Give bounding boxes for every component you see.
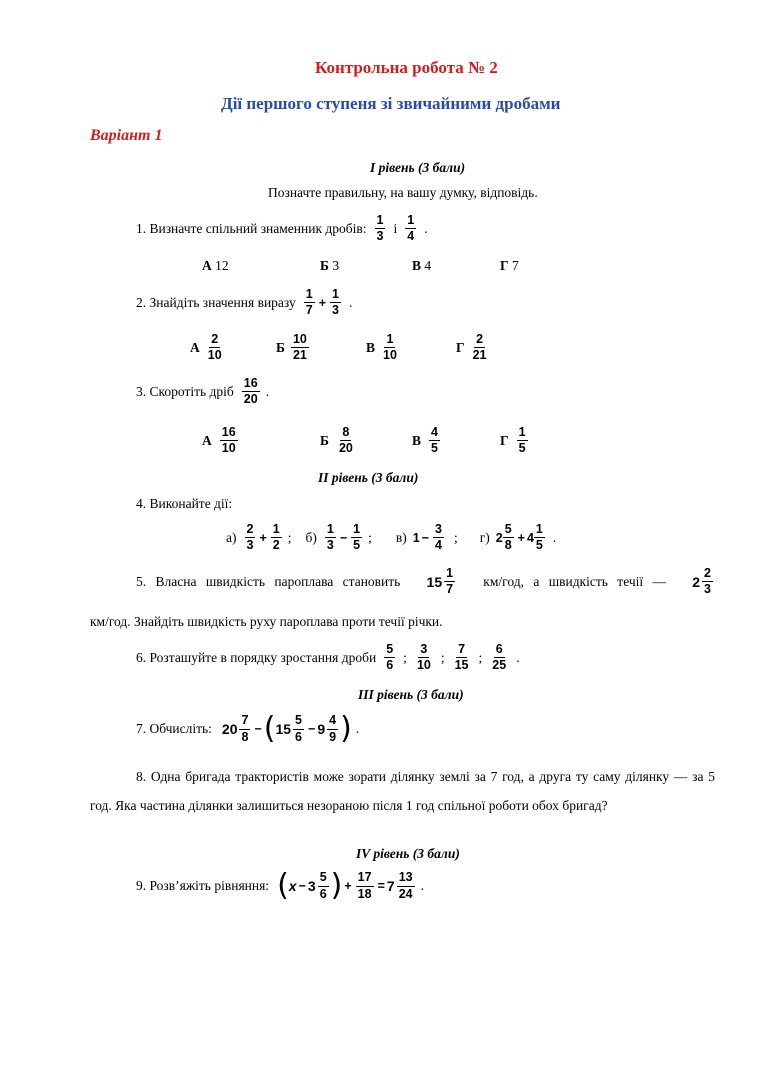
q2-fraction-1: $\frac{1}{7}$: [305, 287, 313, 318]
q2-plus: +: [318, 295, 326, 310]
level4-heading: ІV рівень (3 бали): [356, 846, 460, 861]
question-9: 9. Розв’яжіть рівняння: ( x − 3 $\frac{5}{6}$ ) + $\frac{17}{18}$ = 7 $\frac{13}{24}$ .: [136, 868, 424, 903]
q4-expressions: а) $\frac{2}{3}$ + $\frac{1}{2}$ ; б) $\frac{1}{3}$ − $\frac{1}{5}$ ; в) 1 − $\frac{3}{4}$ ; г) 2 $\frac{5}{8}$ + 4 $\frac{1}{5}$ .: [226, 522, 557, 553]
q3-text: 3. Скоротіть дріб: [136, 383, 234, 399]
q5-part2: км/год, а швидкість течії —: [483, 573, 667, 589]
test-title: Контрольна робота № 2: [315, 58, 498, 77]
q5-mixed-2: 2 $\frac{2}{3}$: [692, 566, 711, 597]
q4-label-b: б): [305, 529, 317, 545]
q5-part1: 5. Власна швидкість пароплава становить: [136, 573, 401, 589]
q2-option-c: В $\frac{1}{10}$: [366, 332, 397, 363]
q2-option-d: Г $\frac{2}{21}$: [456, 332, 487, 363]
q5-line2: км/год. Знайдіть швидкість руху пароплава проти течії річки.: [90, 614, 443, 629]
q2-option-a: А $\frac{2}{10}$: [190, 332, 222, 363]
q1-option-d: Г 7: [500, 258, 519, 273]
q1-option-c: В 4: [412, 258, 432, 273]
q1-fraction-1: $\frac{1}{3}$: [376, 213, 384, 244]
question-3: [136, 377, 269, 406]
q3-option-c: В $\frac{4}{5}$: [412, 425, 438, 456]
question-5: [136, 567, 715, 596]
q7-text: 7. Обчисліть:: [136, 721, 212, 736]
q5-mixed-1: 15 $\frac{1}{7}$: [426, 566, 454, 597]
q3-option-b: Б $\frac{8}{20}$: [320, 425, 353, 456]
q1-fraction-2: $\frac{1}{4}$: [407, 213, 415, 244]
q8-text: 8. Одна бригада трактористів може зорати ділянку землі за 7 год, а друга ту саму ділянку — за 5 год. Яка частина ділянки залишиться незораною після 1 год спільної роботи обох бригад?: [90, 769, 715, 813]
q4-text: 4. Виконайте дії:: [136, 496, 233, 511]
level2-heading: ІІ рівень (3 бали): [318, 470, 419, 485]
test-subtitle: Дії першого ступеня зі звичайними дробами: [221, 94, 561, 113]
q2-text: 2. Знайдіть значення виразу: [136, 294, 296, 310]
variant-label: Варіант 1: [90, 127, 163, 144]
question-2: [136, 288, 352, 317]
question-7: 7. Обчисліть: 20 $\frac{7}{8}$ − ( 15 $\frac{5}{6}$ − 9 $\frac{4}{9}$ ) .: [136, 711, 360, 746]
question-6: 6. Розташуйте в порядку зростання дроби $\frac{5}{6}$ ; $\frac{3}{10}$ ; $\frac{7}{15}$ ; $\frac{6}{25}$ .: [136, 642, 520, 673]
q4-label-c: в): [395, 529, 407, 545]
q1-option-b: Б 3: [320, 258, 340, 273]
q1-text: 1. Визначте спільний знаменник дробів:: [136, 220, 367, 236]
level1-instruction: Позначте правильну, на вашу думку, відповідь.: [268, 185, 538, 200]
q4-label-a: а): [226, 529, 237, 545]
q2-fraction-2: $\frac{1}{3}$: [332, 287, 339, 318]
q3-option-a: А $\frac{16}{10}$: [202, 425, 236, 456]
q2-option-b: Б $\frac{10}{21}$: [276, 332, 307, 363]
question-1: [136, 214, 428, 243]
q3-option-d: Г $\frac{1}{5}$: [500, 425, 526, 456]
q1-conj: і: [393, 220, 398, 236]
q6-text: 6. Розташуйте в порядку зростання дроби: [136, 649, 377, 665]
q4-label-d: г): [479, 529, 490, 545]
level1-heading: І рівень (3 бали): [370, 160, 466, 175]
q1-end: .: [424, 220, 428, 236]
q3-end: .: [265, 383, 270, 399]
q2-end: .: [348, 294, 353, 310]
q9-text: 9. Розв’яжіть рівняння:: [136, 878, 270, 893]
q1-option-a: А 12: [202, 258, 229, 273]
level3-heading: ІІІ рівень (3 бали): [358, 687, 464, 702]
q3-fraction: $\frac{16}{20}$: [243, 376, 258, 407]
